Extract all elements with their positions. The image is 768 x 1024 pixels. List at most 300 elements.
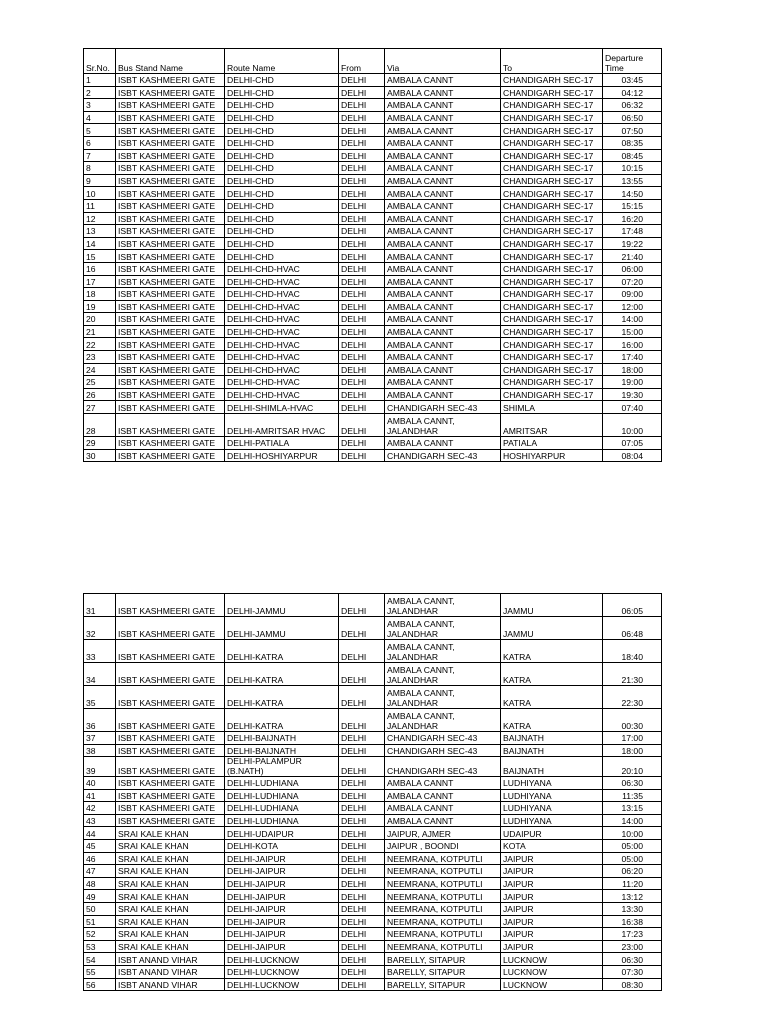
to-cell: CHANDIGARH SEC-17 (501, 313, 603, 326)
departure-time-cell: 14:00 (603, 313, 662, 326)
departure-time-cell: 06:30 (603, 953, 662, 966)
bus-stand-cell: ISBT KASHMEERI GATE (116, 338, 225, 351)
sr-no-cell: 13 (84, 225, 116, 238)
departure-time-cell: 17:48 (603, 225, 662, 238)
route-name-cell: DELHI-KATRA (225, 640, 339, 663)
sr-no-cell: 11 (84, 199, 116, 212)
to-cell: CHANDIGARH SEC-17 (501, 338, 603, 351)
bus-stand-cell: ISBT KASHMEERI GATE (116, 744, 225, 757)
departure-time-cell: 15:15 (603, 199, 662, 212)
bus-stand-cell: SRAI KALE KHAN (116, 928, 225, 941)
from-cell: DELHI (339, 86, 385, 99)
sr-no-cell: 17 (84, 275, 116, 288)
from-cell: DELHI (339, 313, 385, 326)
departure-time-cell: 21:40 (603, 250, 662, 263)
sr-no-cell: 29 (84, 437, 116, 450)
from-cell: DELHI (339, 890, 385, 903)
route-name-cell: DELHI-CHD-HVAC (225, 376, 339, 389)
departure-time-cell: 10:00 (603, 414, 662, 437)
to-cell: CHANDIGARH SEC-17 (501, 199, 603, 212)
departure-time-cell: 07:50 (603, 124, 662, 137)
from-cell: DELHI (339, 262, 385, 275)
departure-time-cell: 22:30 (603, 686, 662, 709)
departure-time-cell: 18:40 (603, 640, 662, 663)
bus-stand-cell: ISBT KASHMEERI GATE (116, 212, 225, 225)
route-name-cell: DELHI-JAIPUR (225, 865, 339, 878)
table-row (84, 802, 662, 815)
from-cell: DELHI (339, 288, 385, 301)
route-name-cell: DELHI-CHD (225, 237, 339, 250)
from-cell: DELHI (339, 777, 385, 790)
route-name-cell: DELHI-CHD (225, 199, 339, 212)
sr-no-cell: 30 (84, 449, 116, 462)
table-row (84, 789, 662, 802)
route-name-cell: DELHI-CHD-HVAC (225, 262, 339, 275)
route-name-cell: DELHI-PATIALA (225, 437, 339, 450)
from-cell: DELHI (339, 852, 385, 865)
to-cell: CHANDIGARH SEC-17 (501, 174, 603, 187)
header-row (84, 49, 662, 74)
departure-time-cell: 14:00 (603, 814, 662, 827)
to-cell: JAIPUR (501, 928, 603, 941)
route-name-cell: DELHI-CHD (225, 187, 339, 200)
via-cell: AMBALA CANNT (385, 802, 501, 815)
from-cell: DELHI (339, 839, 385, 852)
from-cell: DELHI (339, 388, 385, 401)
from-cell: DELHI (339, 162, 385, 175)
bus-stand-cell: ISBT KASHMEERI GATE (116, 111, 225, 124)
table-row (84, 915, 662, 928)
via-cell: AMBALA CANNT (385, 162, 501, 175)
bus-stand-cell: ISBT KASHMEERI GATE (116, 351, 225, 364)
from-cell: DELHI (339, 225, 385, 238)
bus-stand-cell: ISBT KASHMEERI GATE (116, 814, 225, 827)
sr-no-cell: 54 (84, 953, 116, 966)
to-cell: CHANDIGARH SEC-17 (501, 124, 603, 137)
table-row (84, 414, 662, 437)
table-row (84, 978, 662, 991)
route-name-cell: DELHI-CHD-HVAC (225, 351, 339, 364)
sr-no-cell: 35 (84, 686, 116, 709)
via-cell: AMBALA CANNT (385, 300, 501, 313)
departure-time-cell: 07:05 (603, 437, 662, 450)
sr-no-cell: 19 (84, 300, 116, 313)
via-cell: BARELLY, SITAPUR (385, 965, 501, 978)
to-cell: CHANDIGARH SEC-17 (501, 74, 603, 87)
via-cell: CHANDIGARH SEC-43 (385, 744, 501, 757)
sr-no-cell: 40 (84, 777, 116, 790)
route-name-cell: DELHI-LUDHIANA (225, 789, 339, 802)
bus-stand-cell: ISBT KASHMEERI GATE (116, 86, 225, 99)
route-name-cell: DELHI-LUDHIANA (225, 802, 339, 815)
sr-no-cell: 21 (84, 325, 116, 338)
route-name-cell: DELHI-AMRITSAR HVAC (225, 414, 339, 437)
sr-no-cell: 48 (84, 877, 116, 890)
to-cell: CHANDIGARH SEC-17 (501, 212, 603, 225)
departure-time-cell: 21:30 (603, 663, 662, 686)
table-row (84, 928, 662, 941)
table-row (84, 877, 662, 890)
to-cell: JAMMU (501, 594, 603, 617)
bus-stand-cell: ISBT KASHMEERI GATE (116, 99, 225, 112)
route-name-cell: DELHI-LUCKNOW (225, 953, 339, 966)
from-cell: DELHI (339, 709, 385, 732)
to-cell: CHANDIGARH SEC-17 (501, 388, 603, 401)
via-cell: NEEMRANA, KOTPUTLI (385, 877, 501, 890)
sr-no-cell: 33 (84, 640, 116, 663)
table-row (84, 449, 662, 462)
via-cell: AMBALA CANNT (385, 86, 501, 99)
route-name-cell: DELHI-SHIMLA-HVAC (225, 401, 339, 414)
bus-stand-cell: SRAI KALE KHAN (116, 827, 225, 840)
via-cell: AMBALA CANNT (385, 351, 501, 364)
sr-no-cell: 31 (84, 594, 116, 617)
table-row (84, 757, 662, 777)
sr-no-cell: 46 (84, 852, 116, 865)
to-cell: CHANDIGARH SEC-17 (501, 376, 603, 389)
to-cell: CHANDIGARH SEC-17 (501, 187, 603, 200)
from-cell: DELHI (339, 136, 385, 149)
via-cell: NEEMRANA, KOTPUTLI (385, 902, 501, 915)
table-row (84, 325, 662, 338)
departure-time-cell: 10:00 (603, 827, 662, 840)
table-row (84, 902, 662, 915)
to-cell: BAIJNATH (501, 732, 603, 745)
to-cell: KATRA (501, 686, 603, 709)
bus-stand-cell: ISBT KASHMEERI GATE (116, 437, 225, 450)
sr-no-cell: 26 (84, 388, 116, 401)
sr-no-cell: 16 (84, 262, 116, 275)
route-name-cell: DELHI-JAIPUR (225, 928, 339, 941)
bus-stand-cell: SRAI KALE KHAN (116, 915, 225, 928)
table-row (84, 827, 662, 840)
sr-no-cell: 36 (84, 709, 116, 732)
from-cell: DELHI (339, 877, 385, 890)
sr-no-cell: 43 (84, 814, 116, 827)
bus-stand-cell: ISBT KASHMEERI GATE (116, 250, 225, 263)
departure-time-cell: 06:32 (603, 99, 662, 112)
table-row (84, 388, 662, 401)
departure-time-cell: 04:12 (603, 86, 662, 99)
sr-no-cell: 25 (84, 376, 116, 389)
from-cell: DELHI (339, 928, 385, 941)
departure-time-cell: 19:30 (603, 388, 662, 401)
sr-no-cell: 56 (84, 978, 116, 991)
bus-stand-cell: ISBT KASHMEERI GATE (116, 777, 225, 790)
sr-no-cell: 51 (84, 915, 116, 928)
via-cell: AMBALA CANNT (385, 124, 501, 137)
via-cell: AMBALA CANNT (385, 777, 501, 790)
bus-stand-cell: SRAI KALE KHAN (116, 890, 225, 903)
table-row (84, 162, 662, 175)
sr-no-cell: 18 (84, 288, 116, 301)
bus-stand-cell: ISBT KASHMEERI GATE (116, 663, 225, 686)
to-cell: LUCKNOW (501, 978, 603, 991)
departure-time-cell: 13:15 (603, 802, 662, 815)
via-cell: CHANDIGARH SEC-43 (385, 401, 501, 414)
departure-time-cell: 07:20 (603, 275, 662, 288)
route-name-cell: DELHI-KOTA (225, 839, 339, 852)
from-cell: DELHI (339, 594, 385, 617)
route-name-cell: DELHI-JAIPUR (225, 915, 339, 928)
route-name-cell: DELHI-KATRA (225, 686, 339, 709)
route-name-cell: DELHI-CHD-HVAC (225, 363, 339, 376)
bus-stand-cell: ISBT KASHMEERI GATE (116, 313, 225, 326)
departure-time-cell: 16:00 (603, 338, 662, 351)
table-row (84, 437, 662, 450)
to-cell: CHANDIGARH SEC-17 (501, 111, 603, 124)
departure-time-cell: 14:50 (603, 187, 662, 200)
route-name-cell: DELHI-JAIPUR (225, 890, 339, 903)
route-name-cell: DELHI-CHD (225, 250, 339, 263)
from-cell: DELHI (339, 212, 385, 225)
route-name-cell: DELHI-CHD (225, 74, 339, 87)
table-row (84, 640, 662, 663)
route-name-cell: DELHI-JAMMU (225, 594, 339, 617)
via-cell: CHANDIGARH SEC-43 (385, 449, 501, 462)
route-name-cell: DELHI-BAIJNATH (225, 744, 339, 757)
bus-stand-cell: ISBT KASHMEERI GATE (116, 376, 225, 389)
from-cell: DELHI (339, 363, 385, 376)
departure-time-cell: 00:30 (603, 709, 662, 732)
bus-stand-cell: ISBT ANAND VIHAR (116, 953, 225, 966)
from-cell: DELHI (339, 640, 385, 663)
bus-stand-cell: SRAI KALE KHAN (116, 839, 225, 852)
table-row (84, 250, 662, 263)
bus-stand-cell: ISBT KASHMEERI GATE (116, 388, 225, 401)
sr-no-cell: 1 (84, 74, 116, 87)
bus-schedule-table-1-body (84, 49, 662, 462)
sr-no-cell: 39 (84, 757, 116, 777)
table-row (84, 199, 662, 212)
route-name-cell: DELHI-KATRA (225, 663, 339, 686)
bus-stand-cell: ISBT KASHMEERI GATE (116, 594, 225, 617)
via-cell: JAIPUR , BOONDI (385, 839, 501, 852)
bus-stand-cell: ISBT KASHMEERI GATE (116, 174, 225, 187)
departure-time-cell: 13:12 (603, 890, 662, 903)
route-name-cell: DELHI-CHD-HVAC (225, 313, 339, 326)
table-row (84, 401, 662, 414)
from-cell: DELHI (339, 237, 385, 250)
sr-no-cell: 52 (84, 928, 116, 941)
bus-stand-cell: ISBT KASHMEERI GATE (116, 709, 225, 732)
route-name-cell: DELHI-CHD (225, 111, 339, 124)
to-cell: JAIPUR (501, 865, 603, 878)
route-name-cell: DELHI-CHD (225, 225, 339, 238)
to-cell: CHANDIGARH SEC-17 (501, 136, 603, 149)
via-cell: AMBALA CANNT (385, 199, 501, 212)
via-cell: NEEMRANA, KOTPUTLI (385, 928, 501, 941)
bus-stand-cell: ISBT KASHMEERI GATE (116, 363, 225, 376)
bus-stand-cell: SRAI KALE KHAN (116, 940, 225, 953)
route-name-cell: DELHI-UDAIPUR (225, 827, 339, 840)
to-cell: CHANDIGARH SEC-17 (501, 275, 603, 288)
bus-stand-cell: ISBT KASHMEERI GATE (116, 275, 225, 288)
to-cell: CHANDIGARH SEC-17 (501, 149, 603, 162)
table-row (84, 174, 662, 187)
bus-schedule-table-1 (83, 48, 662, 462)
route-name-cell: DELHI-LUCKNOW (225, 965, 339, 978)
table-row (84, 136, 662, 149)
table-row (84, 124, 662, 137)
bus-stand-cell: ISBT ANAND VIHAR (116, 978, 225, 991)
bus-stand-cell: ISBT KASHMEERI GATE (116, 789, 225, 802)
table-row (84, 732, 662, 745)
to-cell: PATIALA (501, 437, 603, 450)
bus-stand-cell: SRAI KALE KHAN (116, 902, 225, 915)
sr-no-cell: 41 (84, 789, 116, 802)
sr-no-cell: 27 (84, 401, 116, 414)
sr-no-cell: 37 (84, 732, 116, 745)
bus-stand-cell: ISBT KASHMEERI GATE (116, 414, 225, 437)
departure-time-cell: 08:30 (603, 978, 662, 991)
to-cell: SHIMLA (501, 401, 603, 414)
to-cell: HOSHIYARPUR (501, 449, 603, 462)
departure-time-cell: 23:00 (603, 940, 662, 953)
table-row (84, 300, 662, 313)
via-cell: AMBALA CANNT (385, 363, 501, 376)
via-cell: AMBALA CANNT (385, 225, 501, 238)
to-cell: CHANDIGARH SEC-17 (501, 300, 603, 313)
via-cell: AMBALA CANNT (385, 250, 501, 263)
departure-time-cell: 05:00 (603, 839, 662, 852)
sr-no-cell: 12 (84, 212, 116, 225)
to-cell: KOTA (501, 839, 603, 852)
bus-stand-cell: ISBT KASHMEERI GATE (116, 449, 225, 462)
bus-schedule-table-2 (83, 593, 662, 991)
to-cell: JAIPUR (501, 940, 603, 953)
departure-time-cell: 06:48 (603, 617, 662, 640)
via-cell: AMBALA CANNT (385, 237, 501, 250)
bus-stand-cell: SRAI KALE KHAN (116, 865, 225, 878)
departure-time-cell: 13:30 (603, 902, 662, 915)
via-cell: BARELLY, SITAPUR (385, 953, 501, 966)
bus-stand-cell: ISBT KASHMEERI GATE (116, 149, 225, 162)
bus-stand-cell: ISBT KASHMEERI GATE (116, 162, 225, 175)
from-cell: DELHI (339, 686, 385, 709)
from-cell: DELHI (339, 111, 385, 124)
to-cell: UDAIPUR (501, 827, 603, 840)
departure-time-cell: 15:00 (603, 325, 662, 338)
via-cell: AMBALA CANNT, JALANDHAR (385, 686, 501, 709)
from-cell: DELHI (339, 187, 385, 200)
to-cell: JAIPUR (501, 890, 603, 903)
bus-stand-cell: ISBT KASHMEERI GATE (116, 757, 225, 777)
table-row (84, 363, 662, 376)
departure-time-cell: 18:00 (603, 363, 662, 376)
from-cell: DELHI (339, 965, 385, 978)
from-cell: DELHI (339, 437, 385, 450)
departure-time-cell: 05:00 (603, 852, 662, 865)
sr-no-cell: 55 (84, 965, 116, 978)
departure-time-cell: 08:35 (603, 136, 662, 149)
to-cell: JAMMU (501, 617, 603, 640)
sr-no-cell: 10 (84, 187, 116, 200)
via-cell: AMBALA CANNT (385, 376, 501, 389)
sr-no-cell: 3 (84, 99, 116, 112)
via-cell: CHANDIGARH SEC-43 (385, 757, 501, 777)
from-cell: DELHI (339, 74, 385, 87)
departure-time-cell: 20:10 (603, 757, 662, 777)
table-row (84, 965, 662, 978)
to-cell: CHANDIGARH SEC-17 (501, 250, 603, 263)
from-cell: DELHI (339, 744, 385, 757)
to-cell: CHANDIGARH SEC-17 (501, 363, 603, 376)
route-name-cell: DELHI-CHD-HVAC (225, 288, 339, 301)
from-cell: DELHI (339, 300, 385, 313)
sr-no-cell: 20 (84, 313, 116, 326)
header-via: Via (385, 49, 501, 74)
bus-stand-cell: ISBT KASHMEERI GATE (116, 74, 225, 87)
departure-time-cell: 08:04 (603, 449, 662, 462)
table-row (84, 594, 662, 617)
to-cell: CHANDIGARH SEC-17 (501, 99, 603, 112)
departure-time-cell: 17:23 (603, 928, 662, 941)
to-cell: CHANDIGARH SEC-17 (501, 86, 603, 99)
from-cell: DELHI (339, 199, 385, 212)
table-row (84, 744, 662, 757)
sr-no-cell: 9 (84, 174, 116, 187)
via-cell: NEEMRANA, KOTPUTLI (385, 915, 501, 928)
to-cell: JAIPUR (501, 902, 603, 915)
to-cell: KATRA (501, 709, 603, 732)
from-cell: DELHI (339, 953, 385, 966)
to-cell: CHANDIGARH SEC-17 (501, 262, 603, 275)
to-cell: JAIPUR (501, 852, 603, 865)
from-cell: DELHI (339, 351, 385, 364)
from-cell: DELHI (339, 376, 385, 389)
via-cell: CHANDIGARH SEC-43 (385, 732, 501, 745)
from-cell: DELHI (339, 124, 385, 137)
to-cell: CHANDIGARH SEC-17 (501, 225, 603, 238)
departure-time-cell: 09:00 (603, 288, 662, 301)
table-row (84, 814, 662, 827)
via-cell: JAIPUR, AJMER (385, 827, 501, 840)
to-cell: CHANDIGARH SEC-17 (501, 288, 603, 301)
route-name-cell: DELHI-LUDHIANA (225, 777, 339, 790)
via-cell: NEEMRANA, KOTPUTLI (385, 865, 501, 878)
route-name-cell: DELHI-JAMMU (225, 617, 339, 640)
route-name-cell: DELHI-CHD (225, 99, 339, 112)
table-row (84, 777, 662, 790)
table-row (84, 74, 662, 87)
route-name-cell: DELHI-CHD (225, 149, 339, 162)
to-cell: LUCKNOW (501, 953, 603, 966)
to-cell: KATRA (501, 663, 603, 686)
sr-no-cell: 22 (84, 338, 116, 351)
from-cell: DELHI (339, 174, 385, 187)
via-cell: NEEMRANA, KOTPUTLI (385, 852, 501, 865)
departure-time-cell: 06:30 (603, 777, 662, 790)
via-cell: AMBALA CANNT (385, 111, 501, 124)
header-sr-no: Sr.No. (84, 49, 116, 74)
route-name-cell: DELHI-CHD (225, 212, 339, 225)
sr-no-cell: 2 (84, 86, 116, 99)
from-cell: DELHI (339, 915, 385, 928)
sr-no-cell: 8 (84, 162, 116, 175)
to-cell: BAIJNATH (501, 744, 603, 757)
departure-time-cell: 11:35 (603, 789, 662, 802)
bus-stand-cell: ISBT KASHMEERI GATE (116, 300, 225, 313)
sr-no-cell: 49 (84, 890, 116, 903)
header-bus-stand-name: Bus Stand Name (116, 49, 225, 74)
table-row (84, 262, 662, 275)
table-row (84, 663, 662, 686)
from-cell: DELHI (339, 814, 385, 827)
departure-time-cell: 16:20 (603, 212, 662, 225)
sr-no-cell: 47 (84, 865, 116, 878)
sr-no-cell: 28 (84, 414, 116, 437)
